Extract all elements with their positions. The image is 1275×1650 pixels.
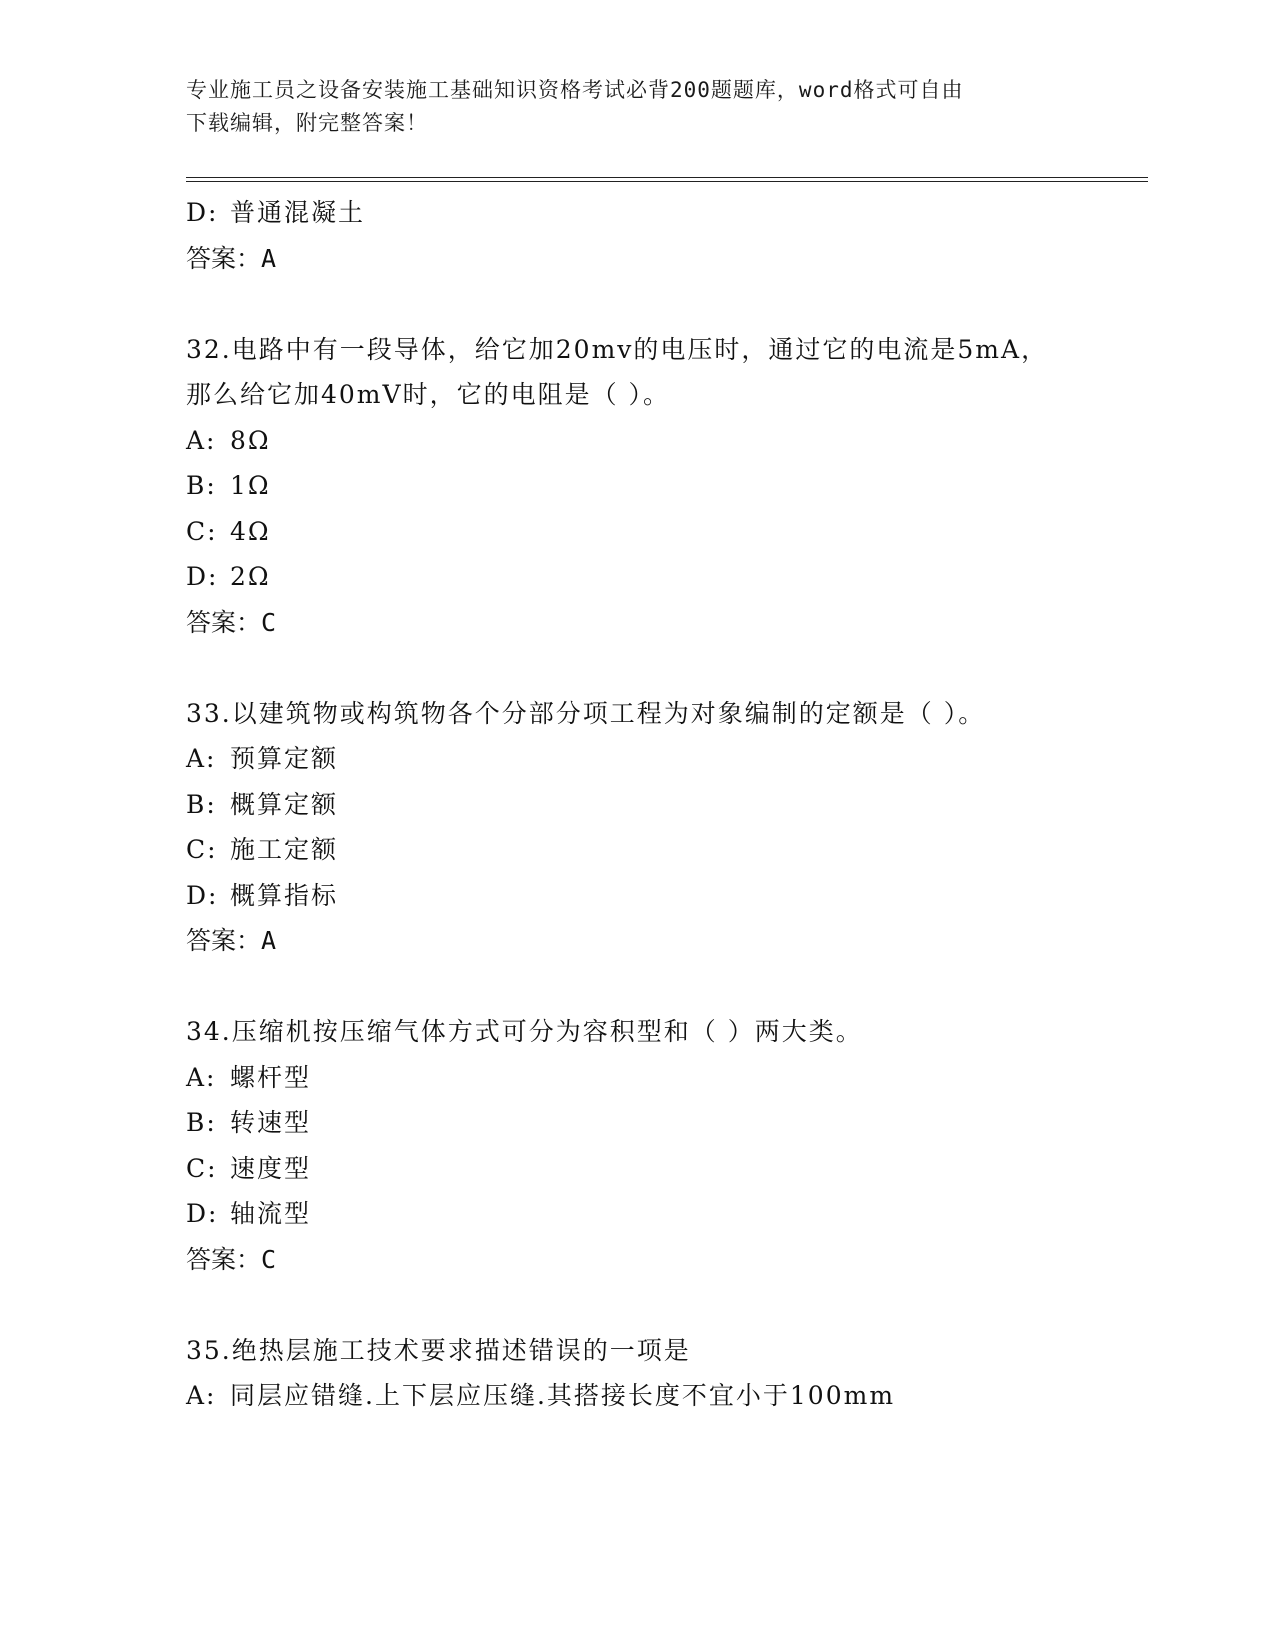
question-list (186, 190, 1086, 1419)
answer: 答案：A (186, 243, 277, 273)
option-b (186, 463, 1086, 509)
option-text: 普通混凝土 (230, 198, 366, 227)
option-d (186, 1191, 1086, 1237)
option-letter: D: (186, 198, 219, 227)
option-text: 轴流型 (230, 1199, 312, 1228)
question-block-31 (186, 190, 1086, 281)
option-d (186, 873, 1086, 919)
option-text: 4Ω (230, 516, 271, 546)
option-letter: B: (186, 789, 217, 819)
document-header (186, 74, 1066, 140)
option-text: 8Ω (230, 425, 271, 455)
option-text: 施工定额 (230, 835, 339, 864)
question-block-32 (186, 327, 1086, 646)
option-d (186, 190, 1086, 236)
option-text: 速度型 (230, 1153, 312, 1183)
option-c (186, 827, 1086, 873)
option-text: 2Ω (230, 562, 271, 591)
question-text-line: 35.绝热层施工技术要求描述错误的一项是 (186, 1335, 691, 1365)
option-b (186, 782, 1086, 828)
option-letter: C: (186, 516, 218, 546)
header-divider (186, 177, 1148, 182)
option-letter: D: (186, 562, 219, 591)
option-letter: B: (186, 471, 217, 500)
option-letter: C: (186, 835, 218, 864)
option-a (186, 418, 1086, 464)
option-c (186, 1146, 1086, 1192)
option-text: 概算定额 (230, 789, 339, 819)
answer: 答案：C (186, 1244, 277, 1274)
answer: 答案：A (186, 926, 277, 955)
option-text: 同层应错缝.上下层应压缝.其搭接长度不宜小于100mm (230, 1381, 896, 1410)
option-text: 螺杆型 (230, 1062, 312, 1092)
question-block-33 (186, 691, 1086, 964)
option-a (186, 1373, 1086, 1419)
option-text: 转速型 (230, 1108, 312, 1137)
option-letter: A: (186, 1062, 217, 1092)
option-d (186, 554, 1086, 600)
option-c (186, 509, 1086, 555)
option-letter: A: (186, 1381, 217, 1410)
question-text-line: 34.压缩机按压缩气体方式可分为容积型和（ ）两大类。 (186, 1017, 863, 1046)
question-block-35 (186, 1328, 1086, 1419)
header-line-1: 专业施工员之设备安装施工基础知识资格考试必背200题题库，word格式可自由 (186, 78, 964, 102)
header-line-2: 下载编辑，附完整答案！ (186, 111, 428, 135)
option-text: 1Ω (230, 471, 271, 500)
option-letter: A: (186, 425, 217, 455)
option-b (186, 1100, 1086, 1146)
option-letter: B: (186, 1108, 217, 1137)
option-a (186, 736, 1086, 782)
answer: 答案：C (186, 607, 277, 637)
option-text: 概算指标 (230, 880, 339, 910)
question-text-line: 那么给它加40mV时，它的电阻是（ ）。 (186, 380, 671, 409)
question-text-line: 33.以建筑物或构筑物各个分部分项工程为对象编制的定额是（ ）。 (186, 698, 986, 728)
option-text: 预算定额 (230, 744, 339, 773)
option-letter: C: (186, 1153, 218, 1183)
option-letter: D: (186, 1199, 219, 1228)
question-text-line: 32.电路中有一段导体，给它加20mv的电压时，通过它的电流是5mA， (186, 334, 1049, 364)
option-a (186, 1055, 1086, 1101)
question-block-34 (186, 1009, 1086, 1282)
option-letter: D: (186, 880, 219, 910)
option-letter: A: (186, 744, 217, 773)
